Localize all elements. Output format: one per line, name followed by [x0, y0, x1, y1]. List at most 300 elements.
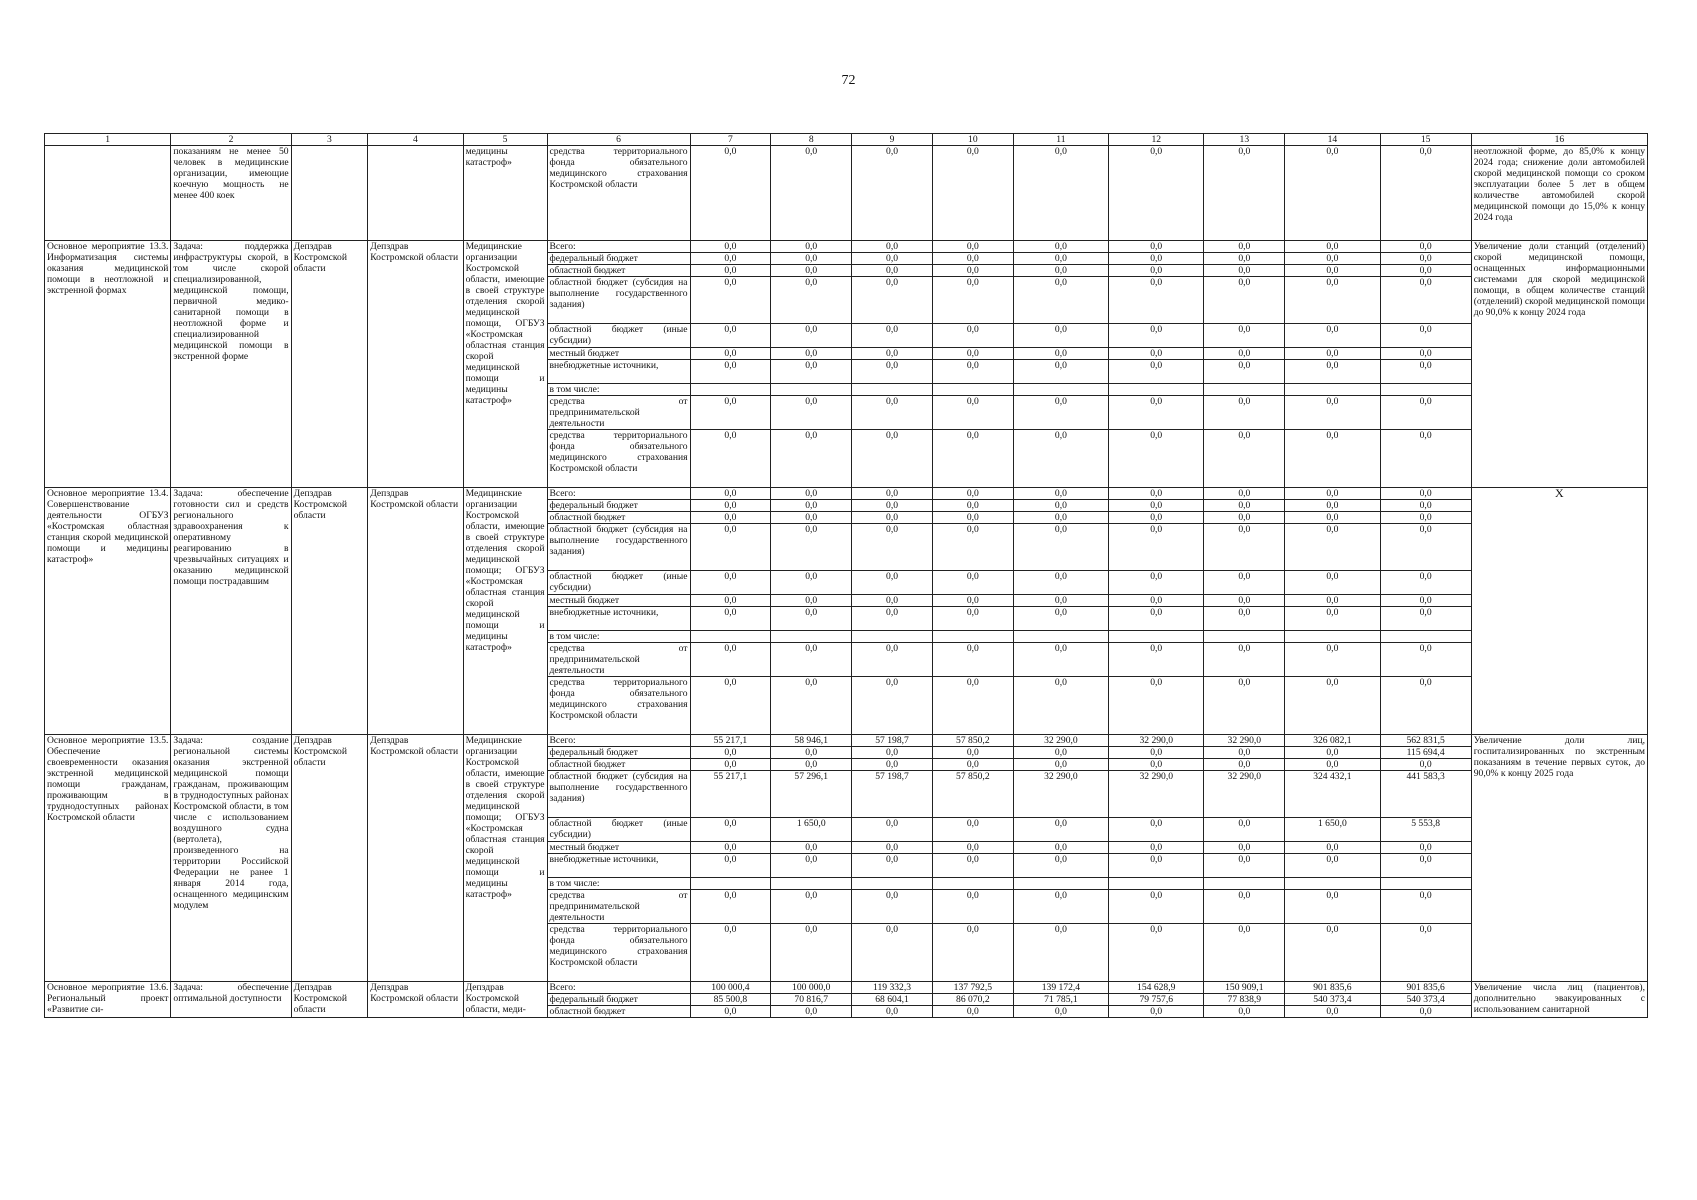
amount-cell: 0,0: [690, 842, 771, 854]
amount-cell: [1380, 878, 1471, 890]
amount-cell: 57 198,7: [852, 735, 933, 747]
amount-cell: 0,0: [1204, 607, 1285, 631]
amount-cell: 0,0: [1109, 430, 1204, 488]
co-executor-cell: [368, 146, 463, 241]
amount-cell: 0,0: [690, 488, 771, 500]
amount-cell: 0,0: [1380, 253, 1471, 265]
funding-source-cell: средства территориального фонда обязательного медицинского страхования Костромской области: [547, 430, 690, 488]
amount-cell: 0,0: [1013, 1006, 1108, 1018]
amount-cell: 0,0: [1204, 146, 1285, 241]
amount-cell: 0,0: [1204, 643, 1285, 677]
amount-cell: 0,0: [1013, 747, 1108, 759]
funding-source-cell: федеральный бюджет: [547, 747, 690, 759]
amount-cell: 137 792,5: [932, 982, 1013, 994]
amount-cell: 0,0: [932, 324, 1013, 348]
amount-cell: 0,0: [1285, 241, 1380, 253]
co-executor-cell: Депздрав Костромской области: [368, 982, 463, 1018]
amount-cell: 0,0: [690, 146, 771, 241]
funding-source-cell: местный бюджет: [547, 595, 690, 607]
funding-source-cell: федеральный бюджет: [547, 253, 690, 265]
funding-source-cell: областной бюджет (субсидия на выполнение государственного задания): [547, 771, 690, 818]
table-row: [45, 735, 1648, 747]
amount-cell: 0,0: [771, 348, 852, 360]
amount-cell: [1285, 384, 1380, 396]
funding-source-cell: внебюджетные источники,: [547, 854, 690, 878]
amount-cell: 0,0: [1380, 241, 1471, 253]
amount-cell: 0,0: [852, 595, 933, 607]
amount-cell: 0,0: [932, 571, 1013, 595]
column-number-1: 1: [45, 134, 171, 146]
funding-source-cell: в том числе:: [547, 878, 690, 890]
amount-cell: 0,0: [932, 488, 1013, 500]
amount-cell: 0,0: [1109, 854, 1204, 878]
amount-cell: 0,0: [1380, 759, 1471, 771]
amount-cell: 0,0: [1204, 512, 1285, 524]
amount-cell: 0,0: [1109, 524, 1204, 571]
amount-cell: [1109, 878, 1204, 890]
participant-cell: Депздрав Костромской области, меди-: [463, 982, 547, 1018]
amount-cell: 0,0: [932, 265, 1013, 277]
table-row: [45, 488, 1648, 500]
amount-cell: [690, 878, 771, 890]
amount-cell: 0,0: [852, 759, 933, 771]
amount-cell: 0,0: [852, 854, 933, 878]
amount-cell: 0,0: [852, 253, 933, 265]
amount-cell: 0,0: [1204, 324, 1285, 348]
amount-cell: 0,0: [932, 759, 1013, 771]
amount-cell: 0,0: [690, 360, 771, 384]
amount-cell: 0,0: [1013, 360, 1108, 384]
amount-cell: 0,0: [1013, 324, 1108, 348]
amount-cell: 0,0: [771, 854, 852, 878]
amount-cell: 0,0: [1013, 924, 1108, 982]
amount-cell: 0,0: [1380, 324, 1471, 348]
amount-cell: 150 909,1: [1204, 982, 1285, 994]
amount-cell: 0,0: [690, 924, 771, 982]
amount-cell: 0,0: [932, 924, 1013, 982]
task-cell: Задача: поддержка инфраструктуры скорой, в том числе скорой специализированной, медицинской помощи, первичной медико-санитарной помощи в неотложной форме и специализированной медицинской помощи в экстренной форме: [171, 241, 291, 488]
amount-cell: 0,0: [690, 324, 771, 348]
amount-cell: 0,0: [932, 643, 1013, 677]
amount-cell: 0,0: [1285, 607, 1380, 631]
amount-cell: 58 946,1: [771, 735, 852, 747]
amount-cell: 70 816,7: [771, 994, 852, 1006]
amount-cell: 0,0: [1380, 607, 1471, 631]
amount-cell: 68 604,1: [852, 994, 933, 1006]
amount-cell: 86 070,2: [932, 994, 1013, 1006]
amount-cell: 0,0: [1109, 643, 1204, 677]
amount-cell: 324 432,1: [1285, 771, 1380, 818]
amount-cell: [1109, 631, 1204, 643]
amount-cell: 0,0: [1204, 854, 1285, 878]
activity-name-cell: [45, 146, 171, 241]
amount-cell: 0,0: [1013, 348, 1108, 360]
task-cell: показаниям не менее 50 человек в медицинские организации, имеющие коечную мощность не менее 400 коек: [171, 146, 291, 241]
amount-cell: 0,0: [1285, 360, 1380, 384]
amount-cell: 0,0: [771, 277, 852, 324]
amount-cell: 0,0: [1013, 512, 1108, 524]
amount-cell: [1013, 384, 1108, 396]
amount-cell: 0,0: [1285, 677, 1380, 735]
amount-cell: 115 694,4: [1380, 747, 1471, 759]
amount-cell: 0,0: [1204, 524, 1285, 571]
amount-cell: 0,0: [1204, 348, 1285, 360]
amount-cell: 0,0: [932, 842, 1013, 854]
amount-cell: 0,0: [690, 265, 771, 277]
funding-source-cell: Всего:: [547, 241, 690, 253]
amount-cell: [1380, 631, 1471, 643]
amount-cell: 0,0: [852, 924, 933, 982]
amount-cell: 0,0: [1204, 842, 1285, 854]
amount-cell: 0,0: [932, 241, 1013, 253]
column-number-14: 14: [1285, 134, 1380, 146]
amount-cell: 0,0: [1013, 818, 1108, 842]
amount-cell: 0,0: [852, 643, 933, 677]
amount-cell: 0,0: [1204, 818, 1285, 842]
co-executor-cell: Депздрав Костромской области: [368, 735, 463, 982]
amount-cell: [1013, 631, 1108, 643]
amount-cell: 0,0: [1109, 277, 1204, 324]
amount-cell: 0,0: [1285, 253, 1380, 265]
amount-cell: 0,0: [771, 146, 852, 241]
amount-cell: 0,0: [771, 571, 852, 595]
amount-cell: [1013, 878, 1108, 890]
amount-cell: 540 373,4: [1380, 994, 1471, 1006]
amount-cell: 71 785,1: [1013, 994, 1108, 1006]
amount-cell: [771, 631, 852, 643]
amount-cell: 0,0: [1380, 643, 1471, 677]
amount-cell: [1204, 384, 1285, 396]
amount-cell: 0,0: [1013, 571, 1108, 595]
amount-cell: 32 290,0: [1204, 771, 1285, 818]
funding-source-cell: областной бюджет (иные субсидии): [547, 571, 690, 595]
amount-cell: 0,0: [932, 360, 1013, 384]
amount-cell: 0,0: [932, 607, 1013, 631]
amount-cell: 0,0: [1109, 146, 1204, 241]
amount-cell: 0,0: [852, 241, 933, 253]
amount-cell: 0,0: [852, 348, 933, 360]
amount-cell: 0,0: [852, 607, 933, 631]
amount-cell: 0,0: [1013, 677, 1108, 735]
amount-cell: 0,0: [1013, 146, 1108, 241]
funding-source-cell: областной бюджет: [547, 265, 690, 277]
amount-cell: 0,0: [1380, 488, 1471, 500]
amount-cell: 0,0: [1109, 396, 1204, 430]
responsible-executor-cell: [291, 146, 368, 241]
amount-cell: 0,0: [852, 571, 933, 595]
amount-cell: 0,0: [771, 595, 852, 607]
funding-source-cell: областной бюджет (иные субсидии): [547, 324, 690, 348]
amount-cell: 0,0: [932, 1006, 1013, 1018]
amount-cell: 0,0: [771, 842, 852, 854]
column-number-16: 16: [1471, 134, 1647, 146]
amount-cell: 540 373,4: [1285, 994, 1380, 1006]
amount-cell: 0,0: [1285, 512, 1380, 524]
task-cell: Задача: создание региональной системы оказания экстренной медицинской помощи гражданам, проживающим в труднодоступных районах Костромской области, в том числе с использованием воздушного судна (вертолета), произведенного на территории Российской Федерации не ранее 1 января 2014 года, оснащенного медицинским модулем: [171, 735, 291, 982]
funding-source-cell: федеральный бюджет: [547, 500, 690, 512]
amount-cell: 0,0: [852, 277, 933, 324]
funding-source-cell: средства от предпринимательской деятельности: [547, 396, 690, 430]
table-row: [45, 146, 1648, 241]
amount-cell: 0,0: [1013, 890, 1108, 924]
amount-cell: 0,0: [690, 571, 771, 595]
amount-cell: 0,0: [1380, 277, 1471, 324]
amount-cell: 0,0: [771, 747, 852, 759]
amount-cell: 0,0: [1380, 348, 1471, 360]
funding-source-cell: в том числе:: [547, 384, 690, 396]
funding-source-cell: федеральный бюджет: [547, 994, 690, 1006]
amount-cell: 85 500,8: [690, 994, 771, 1006]
amount-cell: [1204, 878, 1285, 890]
column-number-7: 7: [690, 134, 771, 146]
amount-cell: 0,0: [1204, 430, 1285, 488]
funding-source-cell: Всего:: [547, 488, 690, 500]
amount-cell: 0,0: [1109, 360, 1204, 384]
amount-cell: 0,0: [1285, 500, 1380, 512]
expected-result-cell: Увеличение числа лиц (пациентов), дополнительно эвакуированных с использованием санитарной: [1471, 982, 1647, 1018]
amount-cell: 0,0: [690, 759, 771, 771]
table-row: [45, 982, 1648, 994]
amount-cell: 0,0: [690, 277, 771, 324]
funding-source-cell: областной бюджет (субсидия на выполнение государственного задания): [547, 524, 690, 571]
activity-name-cell: Основное мероприятие 13.4. Совершенствование деятельности ОГБУЗ «Костромская областная станция скорой медицинской помощи и медицины катастроф»: [45, 488, 171, 735]
funding-source-cell: областной бюджет (субсидия на выполнение государственного задания): [547, 277, 690, 324]
funding-source-cell: средства территориального фонда обязательного медицинского страхования Костромской области: [547, 677, 690, 735]
amount-cell: 1 650,0: [771, 818, 852, 842]
funding-source-cell: в том числе:: [547, 631, 690, 643]
amount-cell: [932, 384, 1013, 396]
amount-cell: 0,0: [1204, 571, 1285, 595]
participant-cell: Медицинские организации Костромской области, имеющие в своей структуре отделения скорой медицинской помощи, ОГБУЗ «Костромская областная станция скорой медицинской помощи и медицины катастроф»: [463, 241, 547, 488]
amount-cell: 0,0: [771, 512, 852, 524]
amount-cell: 0,0: [690, 854, 771, 878]
column-number-5: 5: [463, 134, 547, 146]
amount-cell: 0,0: [1380, 396, 1471, 430]
responsible-executor-cell: Депздрав Костромской области: [291, 735, 368, 982]
amount-cell: 57 296,1: [771, 771, 852, 818]
amount-cell: 0,0: [852, 524, 933, 571]
amount-cell: 0,0: [1380, 146, 1471, 241]
amount-cell: 0,0: [771, 241, 852, 253]
column-number-4: 4: [368, 134, 463, 146]
funding-source-cell: средства территориального фонда обязательного медицинского страхования Костромской области: [547, 146, 690, 241]
activity-name-cell: Основное мероприятие 13.6. Региональный проект «Развитие си-: [45, 982, 171, 1018]
co-executor-cell: Депздрав Костромской области: [368, 488, 463, 735]
amount-cell: 0,0: [690, 512, 771, 524]
amount-cell: 55 217,1: [690, 771, 771, 818]
amount-cell: 0,0: [932, 512, 1013, 524]
amount-cell: [690, 631, 771, 643]
amount-cell: 0,0: [690, 643, 771, 677]
amount-cell: 0,0: [771, 1006, 852, 1018]
amount-cell: [852, 631, 933, 643]
amount-cell: 0,0: [1109, 595, 1204, 607]
amount-cell: 0,0: [852, 324, 933, 348]
amount-cell: 0,0: [1013, 430, 1108, 488]
column-number-6: 6: [547, 134, 690, 146]
amount-cell: 0,0: [1285, 265, 1380, 277]
amount-cell: 0,0: [690, 1006, 771, 1018]
amount-cell: 0,0: [1109, 265, 1204, 277]
column-number-8: 8: [771, 134, 852, 146]
funding-source-cell: Всего:: [547, 735, 690, 747]
amount-cell: 0,0: [1204, 890, 1285, 924]
amount-cell: 0,0: [852, 500, 933, 512]
expected-result-cell: Увеличение доли станций (отделений) скорой медицинской помощи, оснащенных информационными системами для скорой медицинской помощи, в общем количестве станций (отделений) скорой медицинской помощи до 90,0% к концу 2024 года: [1471, 241, 1647, 488]
amount-cell: 0,0: [1204, 253, 1285, 265]
funding-source-cell: внебюджетные источники,: [547, 360, 690, 384]
page-number: 72: [841, 73, 856, 88]
amount-cell: 0,0: [771, 488, 852, 500]
amount-cell: 0,0: [1109, 759, 1204, 771]
amount-cell: 0,0: [690, 430, 771, 488]
amount-cell: 0,0: [852, 1006, 933, 1018]
amount-cell: 0,0: [852, 512, 933, 524]
amount-cell: 0,0: [1109, 488, 1204, 500]
expected-result-cell: Увеличение доли лиц, госпитализированных по экстренным показаниям в течение первых суток, до 90,0% к концу 2025 года: [1471, 735, 1647, 982]
funding-source-cell: областной бюджет: [547, 1006, 690, 1018]
table-body: [45, 146, 1648, 1018]
amount-cell: 0,0: [932, 818, 1013, 842]
amount-cell: 0,0: [1285, 571, 1380, 595]
amount-cell: 0,0: [1204, 1006, 1285, 1018]
funding-source-cell: средства территориального фонда обязательного медицинского страхования Костромской области: [547, 924, 690, 982]
task-cell: Задача: обеспечение готовности сил и средств регионального здравоохранения к оперативному реагированию в чрезвычайных ситуациях и оказанию медицинской помощи пострадавшим: [171, 488, 291, 735]
amount-cell: 0,0: [1380, 524, 1471, 571]
amount-cell: 0,0: [771, 360, 852, 384]
amount-cell: 0,0: [1380, 571, 1471, 595]
amount-cell: 0,0: [771, 430, 852, 488]
amount-cell: 0,0: [1204, 241, 1285, 253]
amount-cell: 0,0: [852, 146, 933, 241]
budget-table: [44, 133, 1648, 1018]
amount-cell: 0,0: [1285, 842, 1380, 854]
expected-result-cell: неотложной форме, до 85,0% к концу 2024 года; снижение доли автомобилей скорой медицинской помощи со сроком эксплуатации более 5 лет в общем количестве автомобилей скорой медицинской помощи до 15,0% к концу 2024 года: [1471, 146, 1647, 241]
amount-cell: 0,0: [1204, 924, 1285, 982]
amount-cell: 5 553,8: [1380, 818, 1471, 842]
amount-cell: 0,0: [1204, 500, 1285, 512]
amount-cell: 0,0: [932, 595, 1013, 607]
amount-cell: 0,0: [852, 360, 933, 384]
amount-cell: 0,0: [771, 253, 852, 265]
amount-cell: 0,0: [1204, 277, 1285, 324]
amount-cell: 0,0: [1285, 146, 1380, 241]
responsible-executor-cell: Депздрав Костромской области: [291, 241, 368, 488]
amount-cell: 0,0: [1109, 571, 1204, 595]
amount-cell: 0,0: [1109, 842, 1204, 854]
amount-cell: 154 628,9: [1109, 982, 1204, 994]
amount-cell: 0,0: [771, 643, 852, 677]
amount-cell: 0,0: [771, 324, 852, 348]
amount-cell: 0,0: [932, 890, 1013, 924]
amount-cell: 0,0: [1285, 747, 1380, 759]
responsible-executor-cell: Депздрав Костромской области: [291, 982, 368, 1018]
amount-cell: 0,0: [1109, 512, 1204, 524]
amount-cell: 0,0: [690, 890, 771, 924]
amount-cell: 0,0: [1285, 488, 1380, 500]
amount-cell: 0,0: [1380, 1006, 1471, 1018]
amount-cell: 0,0: [690, 607, 771, 631]
amount-cell: 0,0: [1380, 842, 1471, 854]
amount-cell: 0,0: [1285, 430, 1380, 488]
amount-cell: 0,0: [690, 241, 771, 253]
amount-cell: 0,0: [1285, 1006, 1380, 1018]
amount-cell: [1109, 384, 1204, 396]
amount-cell: 0,0: [1204, 759, 1285, 771]
amount-cell: 1 650,0: [1285, 818, 1380, 842]
responsible-executor-cell: Депздрав Костромской области: [291, 488, 368, 735]
amount-cell: 0,0: [1109, 677, 1204, 735]
column-number-13: 13: [1204, 134, 1285, 146]
amount-cell: 0,0: [1285, 759, 1380, 771]
amount-cell: 0,0: [771, 265, 852, 277]
amount-cell: 0,0: [1285, 924, 1380, 982]
amount-cell: 0,0: [1204, 595, 1285, 607]
amount-cell: [690, 384, 771, 396]
amount-cell: 0,0: [1013, 643, 1108, 677]
amount-cell: 0,0: [1285, 396, 1380, 430]
amount-cell: 0,0: [690, 253, 771, 265]
amount-cell: 0,0: [1013, 500, 1108, 512]
amount-cell: [1380, 384, 1471, 396]
amount-cell: 0,0: [690, 677, 771, 735]
amount-cell: 0,0: [1380, 854, 1471, 878]
amount-cell: 0,0: [852, 430, 933, 488]
amount-cell: 901 835,6: [1380, 982, 1471, 994]
participant-cell: Медицинские организации Костромской области, имеющие в своей структуре отделения скорой медицинской помощи; ОГБУЗ «Костромская областная станция скорой медицинской помощи и медицины катастроф»: [463, 735, 547, 982]
amount-cell: [1204, 631, 1285, 643]
amount-cell: 0,0: [771, 607, 852, 631]
amount-cell: 0,0: [1013, 488, 1108, 500]
amount-cell: 0,0: [1013, 842, 1108, 854]
amount-cell: 0,0: [1285, 324, 1380, 348]
amount-cell: 0,0: [932, 348, 1013, 360]
column-number-10: 10: [932, 134, 1013, 146]
activity-name-cell: Основное мероприятие 13.5. Обеспечение своевременности оказания экстренной медицинской помощи гражданам, проживающим в труднодоступных районах Костромской области: [45, 735, 171, 982]
amount-cell: 0,0: [932, 277, 1013, 324]
amount-cell: 0,0: [690, 595, 771, 607]
amount-cell: 901 835,6: [1285, 982, 1380, 994]
column-number-2: 2: [171, 134, 291, 146]
amount-cell: 0,0: [1285, 595, 1380, 607]
amount-cell: 32 290,0: [1204, 735, 1285, 747]
amount-cell: 77 838,9: [1204, 994, 1285, 1006]
amount-cell: 0,0: [852, 747, 933, 759]
amount-cell: 326 082,1: [1285, 735, 1380, 747]
amount-cell: 0,0: [1285, 890, 1380, 924]
amount-cell: 0,0: [1013, 241, 1108, 253]
amount-cell: 0,0: [1013, 524, 1108, 571]
amount-cell: 0,0: [1380, 924, 1471, 982]
amount-cell: 0,0: [852, 890, 933, 924]
amount-cell: 0,0: [1013, 396, 1108, 430]
funding-source-cell: местный бюджет: [547, 842, 690, 854]
amount-cell: 0,0: [771, 524, 852, 571]
amount-cell: 0,0: [1380, 890, 1471, 924]
amount-cell: 57 850,2: [932, 735, 1013, 747]
amount-cell: 0,0: [1285, 854, 1380, 878]
funding-source-cell: местный бюджет: [547, 348, 690, 360]
amount-cell: 0,0: [1204, 747, 1285, 759]
task-cell: Задача: обеспечение оптимальной доступности: [171, 982, 291, 1018]
expected-result-cell: X: [1471, 488, 1647, 735]
amount-cell: 32 290,0: [1013, 771, 1108, 818]
funding-source-cell: областной бюджет: [547, 759, 690, 771]
amount-cell: 0,0: [932, 146, 1013, 241]
amount-cell: 562 831,5: [1380, 735, 1471, 747]
amount-cell: [852, 384, 933, 396]
co-executor-cell: Депздрав Костромской области: [368, 241, 463, 488]
